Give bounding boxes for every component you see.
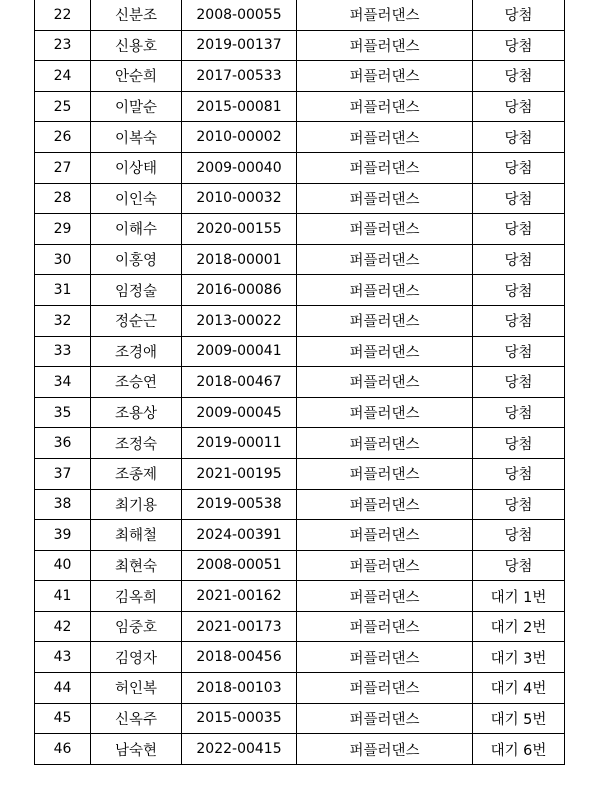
member-id-cell: 2024-00391 <box>182 520 297 551</box>
program-name-cell: 퍼플러댄스 <box>297 122 473 153</box>
program-name-cell: 퍼플러댄스 <box>297 520 473 551</box>
program-name-cell: 퍼플러댄스 <box>297 611 473 642</box>
member-name-cell: 이홍영 <box>91 244 182 275</box>
member-name-cell: 신분조 <box>91 0 182 30</box>
member-id-cell: 2009-00045 <box>182 397 297 428</box>
member-id-cell: 2009-00041 <box>182 336 297 367</box>
row-number-cell: 38 <box>35 489 91 520</box>
member-id-cell: 2017-00533 <box>182 61 297 92</box>
table-row <box>35 367 565 398</box>
result-table-body <box>35 0 565 764</box>
member-id-cell: 2019-00137 <box>182 30 297 61</box>
draw-result-cell: 당첨 <box>473 122 565 153</box>
program-name-cell: 퍼플러댄스 <box>297 0 473 30</box>
table-row <box>35 550 565 581</box>
member-id-cell: 2022-00415 <box>182 734 297 765</box>
table-row <box>35 152 565 183</box>
member-name-cell: 조정숙 <box>91 428 182 459</box>
table-row <box>35 91 565 122</box>
member-name-cell: 안순희 <box>91 61 182 92</box>
member-name-cell: 최기용 <box>91 489 182 520</box>
table-row <box>35 673 565 704</box>
row-number-cell: 39 <box>35 520 91 551</box>
row-number-cell: 41 <box>35 581 91 612</box>
member-name-cell: 이상태 <box>91 152 182 183</box>
member-name-cell: 이인숙 <box>91 183 182 214</box>
table-row <box>35 122 565 153</box>
draw-result-cell: 당첨 <box>473 489 565 520</box>
table-row <box>35 397 565 428</box>
table-row <box>35 336 565 367</box>
draw-result-cell: 대기 3번 <box>473 642 565 673</box>
draw-result-cell: 당첨 <box>473 244 565 275</box>
member-id-cell: 2008-00055 <box>182 0 297 30</box>
member-name-cell: 임중호 <box>91 611 182 642</box>
member-id-cell: 2016-00086 <box>182 275 297 306</box>
member-id-cell: 2019-00538 <box>182 489 297 520</box>
program-name-cell: 퍼플러댄스 <box>297 550 473 581</box>
result-table <box>34 0 565 765</box>
program-name-cell: 퍼플러댄스 <box>297 183 473 214</box>
member-name-cell: 최현숙 <box>91 550 182 581</box>
program-name-cell: 퍼플러댄스 <box>297 91 473 122</box>
draw-result-cell: 당첨 <box>473 336 565 367</box>
table-row <box>35 30 565 61</box>
table-row <box>35 703 565 734</box>
member-name-cell: 최해철 <box>91 520 182 551</box>
lottery-result-sheet <box>34 0 565 765</box>
table-row <box>35 61 565 92</box>
row-number-cell: 22 <box>35 0 91 30</box>
row-number-cell: 37 <box>35 458 91 489</box>
program-name-cell: 퍼플러댄스 <box>297 458 473 489</box>
member-name-cell: 허인복 <box>91 673 182 704</box>
row-number-cell: 35 <box>35 397 91 428</box>
table-row <box>35 581 565 612</box>
draw-result-cell: 대기 6번 <box>473 734 565 765</box>
member-id-cell: 2010-00002 <box>182 122 297 153</box>
table-row <box>35 275 565 306</box>
member-name-cell: 정순근 <box>91 305 182 336</box>
member-id-cell: 2018-00467 <box>182 367 297 398</box>
program-name-cell: 퍼플러댄스 <box>297 244 473 275</box>
member-name-cell: 김옥희 <box>91 581 182 612</box>
member-name-cell: 신용호 <box>91 30 182 61</box>
table-row <box>35 428 565 459</box>
row-number-cell: 23 <box>35 30 91 61</box>
member-id-cell: 2021-00195 <box>182 458 297 489</box>
draw-result-cell: 대기 2번 <box>473 611 565 642</box>
member-id-cell: 2009-00040 <box>182 152 297 183</box>
draw-result-cell: 대기 4번 <box>473 673 565 704</box>
member-name-cell: 이말순 <box>91 91 182 122</box>
member-name-cell: 조종제 <box>91 458 182 489</box>
table-row <box>35 611 565 642</box>
draw-result-cell: 당첨 <box>473 458 565 489</box>
table-row <box>35 0 565 30</box>
member-name-cell: 조승연 <box>91 367 182 398</box>
program-name-cell: 퍼플러댄스 <box>297 30 473 61</box>
row-number-cell: 43 <box>35 642 91 673</box>
program-name-cell: 퍼플러댄스 <box>297 367 473 398</box>
program-name-cell: 퍼플러댄스 <box>297 214 473 245</box>
program-name-cell: 퍼플러댄스 <box>297 673 473 704</box>
member-id-cell: 2019-00011 <box>182 428 297 459</box>
row-number-cell: 25 <box>35 91 91 122</box>
member-id-cell: 2018-00103 <box>182 673 297 704</box>
table-row <box>35 244 565 275</box>
row-number-cell: 40 <box>35 550 91 581</box>
program-name-cell: 퍼플러댄스 <box>297 305 473 336</box>
member-id-cell: 2015-00035 <box>182 703 297 734</box>
row-number-cell: 27 <box>35 152 91 183</box>
table-row <box>35 214 565 245</box>
program-name-cell: 퍼플러댄스 <box>297 428 473 459</box>
draw-result-cell: 당첨 <box>473 397 565 428</box>
row-number-cell: 46 <box>35 734 91 765</box>
member-name-cell: 이복숙 <box>91 122 182 153</box>
member-id-cell: 2018-00456 <box>182 642 297 673</box>
program-name-cell: 퍼플러댄스 <box>297 581 473 612</box>
member-id-cell: 2021-00162 <box>182 581 297 612</box>
program-name-cell: 퍼플러댄스 <box>297 734 473 765</box>
member-id-cell: 2008-00051 <box>182 550 297 581</box>
row-number-cell: 32 <box>35 305 91 336</box>
table-row <box>35 734 565 765</box>
row-number-cell: 45 <box>35 703 91 734</box>
program-name-cell: 퍼플러댄스 <box>297 275 473 306</box>
table-row <box>35 183 565 214</box>
draw-result-cell: 당첨 <box>473 520 565 551</box>
row-number-cell: 33 <box>35 336 91 367</box>
draw-result-cell: 당첨 <box>473 91 565 122</box>
table-row <box>35 305 565 336</box>
draw-result-cell: 당첨 <box>473 30 565 61</box>
program-name-cell: 퍼플러댄스 <box>297 642 473 673</box>
draw-result-cell: 대기 5번 <box>473 703 565 734</box>
program-name-cell: 퍼플러댄스 <box>297 489 473 520</box>
draw-result-cell: 대기 1번 <box>473 581 565 612</box>
row-number-cell: 44 <box>35 673 91 704</box>
program-name-cell: 퍼플러댄스 <box>297 61 473 92</box>
row-number-cell: 30 <box>35 244 91 275</box>
table-row <box>35 458 565 489</box>
member-id-cell: 2020-00155 <box>182 214 297 245</box>
member-name-cell: 신옥주 <box>91 703 182 734</box>
member-id-cell: 2021-00173 <box>182 611 297 642</box>
draw-result-cell: 당첨 <box>473 428 565 459</box>
member-name-cell: 김영자 <box>91 642 182 673</box>
draw-result-cell: 당첨 <box>473 275 565 306</box>
member-id-cell: 2018-00001 <box>182 244 297 275</box>
row-number-cell: 42 <box>35 611 91 642</box>
draw-result-cell: 당첨 <box>473 61 565 92</box>
table-row <box>35 489 565 520</box>
member-name-cell: 조경애 <box>91 336 182 367</box>
member-name-cell: 임정술 <box>91 275 182 306</box>
member-name-cell: 이해수 <box>91 214 182 245</box>
row-number-cell: 29 <box>35 214 91 245</box>
draw-result-cell: 당첨 <box>473 0 565 30</box>
draw-result-cell: 당첨 <box>473 367 565 398</box>
row-number-cell: 28 <box>35 183 91 214</box>
program-name-cell: 퍼플러댄스 <box>297 152 473 183</box>
program-name-cell: 퍼플러댄스 <box>297 703 473 734</box>
draw-result-cell: 당첨 <box>473 305 565 336</box>
row-number-cell: 26 <box>35 122 91 153</box>
program-name-cell: 퍼플러댄스 <box>297 336 473 367</box>
draw-result-cell: 당첨 <box>473 550 565 581</box>
member-name-cell: 남숙현 <box>91 734 182 765</box>
program-name-cell: 퍼플러댄스 <box>297 397 473 428</box>
row-number-cell: 36 <box>35 428 91 459</box>
draw-result-cell: 당첨 <box>473 152 565 183</box>
member-id-cell: 2013-00022 <box>182 305 297 336</box>
row-number-cell: 24 <box>35 61 91 92</box>
member-id-cell: 2015-00081 <box>182 91 297 122</box>
draw-result-cell: 당첨 <box>473 183 565 214</box>
table-row <box>35 642 565 673</box>
member-name-cell: 조용상 <box>91 397 182 428</box>
draw-result-cell: 당첨 <box>473 214 565 245</box>
table-row <box>35 520 565 551</box>
row-number-cell: 31 <box>35 275 91 306</box>
member-id-cell: 2010-00032 <box>182 183 297 214</box>
row-number-cell: 34 <box>35 367 91 398</box>
